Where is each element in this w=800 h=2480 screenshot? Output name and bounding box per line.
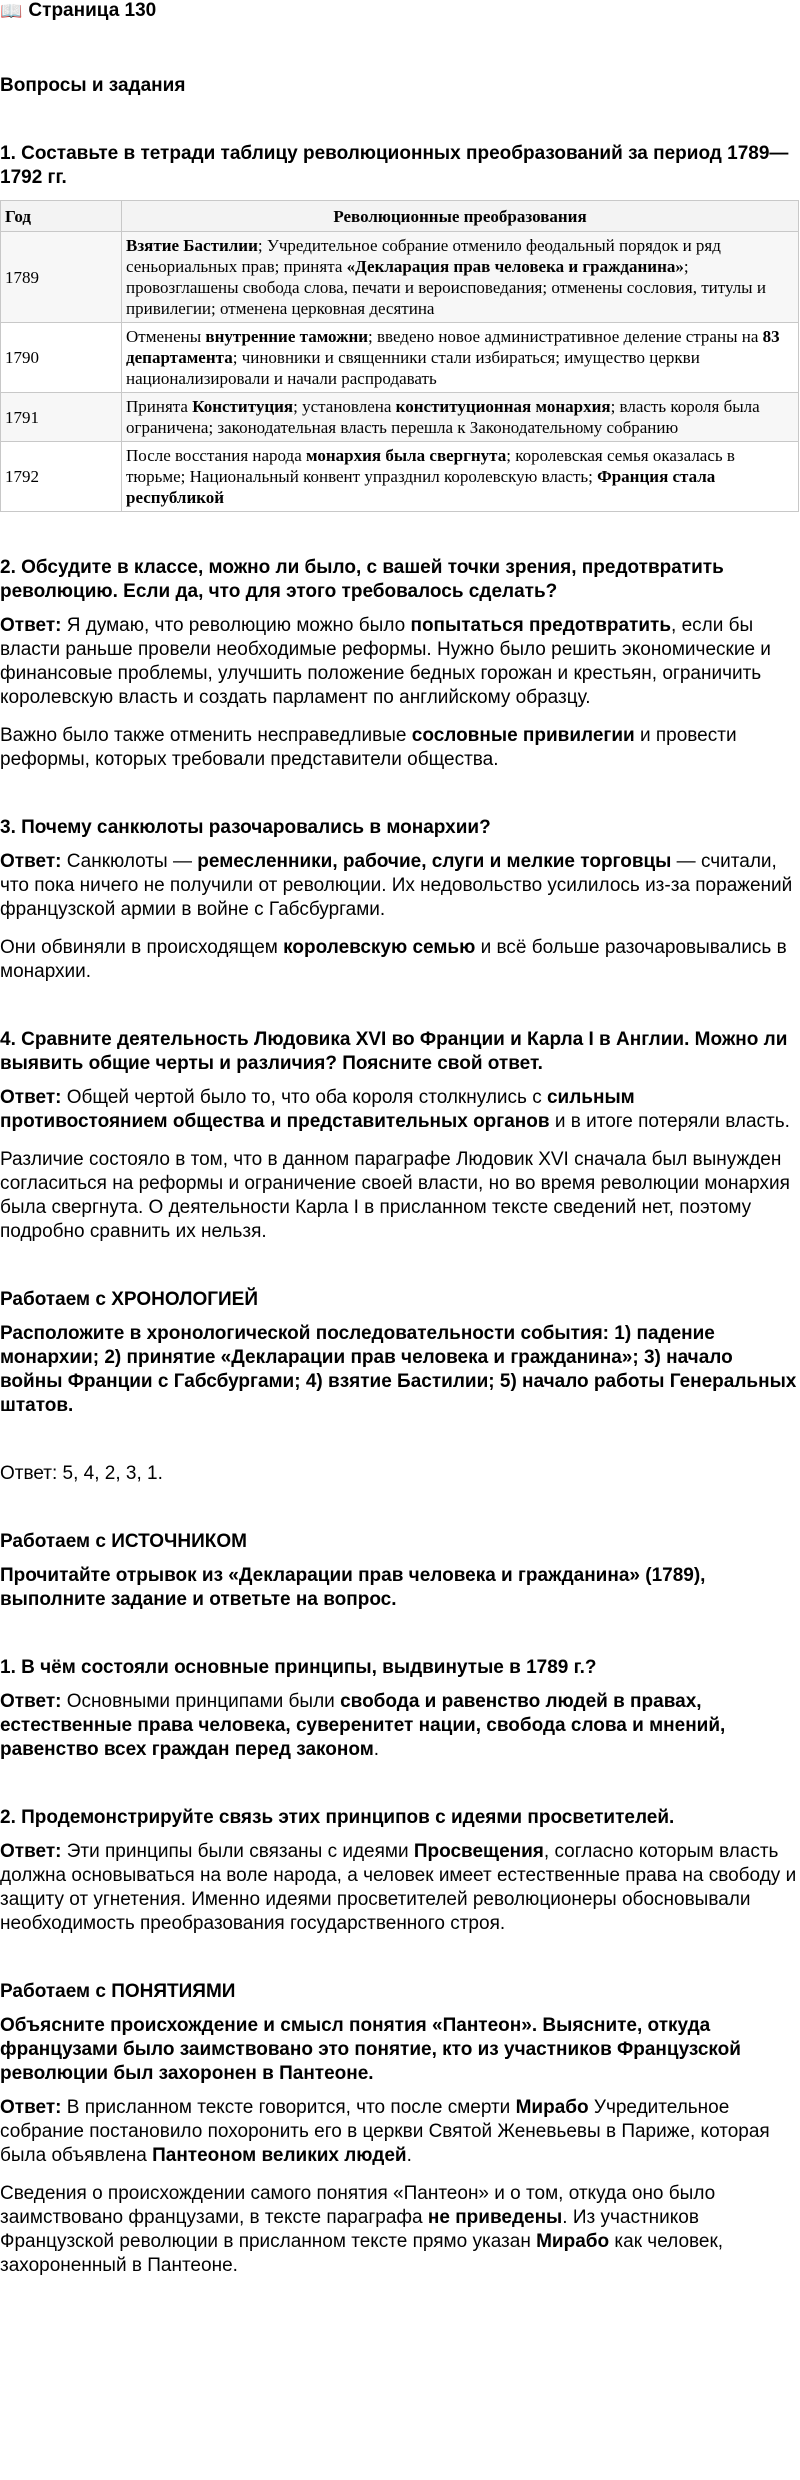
source-title: Работаем с ИСТОЧНИКОМ xyxy=(0,1531,247,1552)
text-run: Важно было также отменить несправедливые xyxy=(0,725,412,746)
text-run: ; королевская семья оказалась в тюрьме; Национальный конвент упразднил королевскую власть; xyxy=(126,446,735,486)
bold-text-run: Франция стала республикой xyxy=(126,467,716,507)
text-run: Различие состояло в том, что в данном параграфе Людовик XVI сначала был вынужден согласиться на реформы и ограничение своей власти, но во время революции монархия была свергнута. О деятельности Карла I в присланном тексте сведений нет, поэтому подробно сравнить их нельзя. xyxy=(0,1149,790,1242)
text-run: Санкюлоты — xyxy=(61,851,198,872)
concepts-answer-paragraph-2 xyxy=(0,2182,800,2278)
text-run: ; установлена xyxy=(293,397,396,416)
table-header-row xyxy=(1,201,799,232)
text-run: и всё больше разочаровывались в монархии. xyxy=(0,937,787,982)
answer-4-paragraph-2 xyxy=(0,1148,800,1244)
concepts-title: Работаем с ПОНЯТИЯМИ xyxy=(0,1981,236,2002)
text-run: ; чиновники и священники стали избираться; имущество церкви национализировали и начали распродавать xyxy=(126,348,700,388)
text-run: . Из участников Французской революции в присланном тексте прямо указан xyxy=(0,2207,699,2252)
answer-3-paragraph-2 xyxy=(0,936,800,984)
table-cell-year: 1791 xyxy=(1,393,122,442)
bold-text-run: Ответ: xyxy=(0,851,62,872)
table-cell-changes xyxy=(122,442,799,512)
text-run: Они обвиняли в происходящем xyxy=(0,937,284,958)
source-answer-1 xyxy=(0,1690,800,1762)
text-run: ; власть короля была ограничена; законодательная власть перешла к Законодательному собранию xyxy=(126,397,760,437)
text-run: , согласно которым власть должна основываться на воле народа, а человек имеет естественные права на свободу и защиту от угнетения. Именно идеями просветителей революционеры обосновывали необходимость преобразования государственного строя. xyxy=(0,1841,797,1934)
text-run: Я думаю, что революцию можно было xyxy=(61,615,411,636)
bold-text-run: Мирабо xyxy=(515,2097,589,2118)
text-run: — считали, что пока ничего не получили от революции. Их недовольство усилилось из-за поражений французской армии в войне с Габсбургами. xyxy=(0,851,793,920)
bold-text-run: королевскую семью xyxy=(283,937,476,958)
bold-text-run: Ответ: xyxy=(0,2097,62,2118)
text-run: и провести реформы, которых требовали представители общества. xyxy=(0,725,737,770)
open-book-icon: 📖 xyxy=(0,1,23,21)
table-row xyxy=(1,232,799,323)
bold-text-run: сильным противостоянием общества и представительных органов xyxy=(0,1087,635,1132)
text-run: После восстания народа xyxy=(126,446,306,465)
bold-text-run: Пантеоном великих людей xyxy=(152,2145,407,2166)
bold-text-run: 83 департамента xyxy=(126,327,780,367)
bold-text-run: Ответ: xyxy=(0,1087,62,1108)
page-header xyxy=(0,0,800,22)
bold-text-run: попытаться предотвратить xyxy=(410,615,672,636)
bold-text-run: не приведены xyxy=(427,2207,563,2228)
question-1: 1. Составьте в тетради таблицу революционных преобразований за период 1789—1792 гг. xyxy=(0,143,789,188)
text-run: Основными принципами были xyxy=(61,1691,341,1712)
table-cell-changes xyxy=(122,323,799,393)
page-number-title: Страница 130 xyxy=(28,0,157,21)
bold-text-run: Мирабо xyxy=(536,2231,610,2252)
source-question-2: 2. Продемонстрируйте связь этих принципов с идеями просветителей. xyxy=(0,1807,675,1828)
table-cell-year: 1792 xyxy=(1,442,122,512)
concepts-answer-paragraph-1 xyxy=(0,2096,800,2168)
column-header-year: Год xyxy=(1,201,122,232)
question-2: 2. Обсудите в классе, можно ли было, с вашей точки зрения, предотвратить революцию. Если да, что для этого требовалось сделать? xyxy=(0,557,724,602)
bold-text-run: конституционная монархия xyxy=(395,397,611,416)
text-run: как человек, захороненный в Пантеоне. xyxy=(0,2231,724,2276)
revolution-table xyxy=(0,200,799,512)
source-task: Прочитайте отрывок из «Декларации прав человека и гражданина» (1789), выполните задание и ответьте на вопрос. xyxy=(0,1565,706,1610)
text-run: , если бы власти раньше провели необходимые реформы. Нужно было решить экономические и финансовые проблемы, улучшить положение бедных горожан и крестьян, ограничить королевскую власть и создать парламент по английскому образцу. xyxy=(0,615,771,708)
text-run: Отменены xyxy=(126,327,206,346)
bold-text-run: Взятие Бастилии xyxy=(126,236,258,255)
text-run: В присланном тексте говорится, что после смерти xyxy=(61,2097,516,2118)
text-run: и в итоге потеряли власть. xyxy=(549,1111,790,1132)
answer-2-paragraph-1 xyxy=(0,614,800,710)
chronology-answer: Ответ: 5, 4, 2, 3, 1. xyxy=(0,1463,163,1484)
chronology-title: Работаем с ХРОНОЛОГИЕЙ xyxy=(0,1289,258,1310)
answer-2-paragraph-2 xyxy=(0,724,800,772)
concepts-task: Объясните происхождение и смысл понятия «Пантеон». Выясните, откуда французами было заимствовано это понятие, кто из участников Французской революции был захоронен в Пантеоне. xyxy=(0,2015,741,2084)
source-answer-2 xyxy=(0,1840,800,1936)
bold-text-run: Ответ: xyxy=(0,1841,62,1862)
text-run: ; Учредительное собрание отменило феодальный порядок и ряд сеньориальных прав; принята xyxy=(126,236,721,276)
text-run: . xyxy=(373,1739,380,1760)
bold-text-run: Ответ: xyxy=(0,1691,62,1712)
bold-text-run: «Декларация прав человека и гражданина» xyxy=(346,257,684,276)
text-run: Учредительное собрание постановило похоронить его в церкви Святой Женевьевы в Париже, которая была объявлена xyxy=(0,2097,770,2166)
text-run: Общей чертой было то, что оба короля столкнулись с xyxy=(61,1087,547,1108)
text-run: ; провозглашены свобода слова, печати и вероисповедания; отменены сословия, титулы и привилегии; отменена церковная десятина xyxy=(126,257,766,318)
bold-text-run: монархия была свергнута xyxy=(306,446,507,465)
answer-4-paragraph-1 xyxy=(0,1086,800,1134)
table-row xyxy=(1,323,799,393)
chronology-task: Расположите в хронологической последовательности события: 1) падение монархии; 2) принятие «Декларации прав человека и гражданина»; 3) начало войны Франции с Габсбургами; 4) взятие Бастилии; 5) начало работы Генеральных штатов. xyxy=(0,1323,797,1416)
bold-text-run: Конституция xyxy=(192,397,294,416)
question-4: 4. Сравните деятельность Людовика XVI во Франции и Карла I в Англии. Можно ли выявить общие черты и различия? Поясните свой ответ. xyxy=(0,1029,788,1074)
text-run: Сведения о происхождении самого понятия «Пантеон» и о том, откуда оно было заимствовано французами, в тексте параграфа xyxy=(0,2183,716,2228)
text-run: Эти принципы были связаны с идеями xyxy=(61,1841,414,1862)
table-cell-year: 1790 xyxy=(1,323,122,393)
section-title: Вопросы и задания xyxy=(0,75,186,96)
source-question-1: 1. В чём состояли основные принципы, выдвинутые в 1789 г.? xyxy=(0,1657,597,1678)
text-run: . xyxy=(406,2145,412,2166)
text-run: ; введено новое административное деление страны на xyxy=(368,327,763,346)
column-header-changes: Революционные преобразования xyxy=(122,201,799,232)
bold-text-run: Ответ: xyxy=(0,615,62,636)
bold-text-run: Просвещения xyxy=(413,1841,544,1862)
table-cell-year: 1789 xyxy=(1,232,122,323)
text-run: Принята xyxy=(126,397,193,416)
bold-text-run: сословные привилегии xyxy=(411,725,635,746)
answer-3-paragraph-1 xyxy=(0,850,800,922)
table-row xyxy=(1,442,799,512)
bold-text-run: ремесленники, рабочие, слуги и мелкие торговцы xyxy=(197,851,672,872)
bold-text-run: внутренние таможни xyxy=(205,327,369,346)
table-cell-changes xyxy=(122,393,799,442)
table-cell-changes xyxy=(122,232,799,323)
bold-text-run: свобода и равенство людей в правах, естественные права человека, суверенитет нации, свобода слова и мнений, равенство всех граждан перед законом xyxy=(0,1691,726,1760)
question-3: 3. Почему санкюлоты разочаровались в монархии? xyxy=(0,817,491,838)
table-row xyxy=(1,393,799,442)
